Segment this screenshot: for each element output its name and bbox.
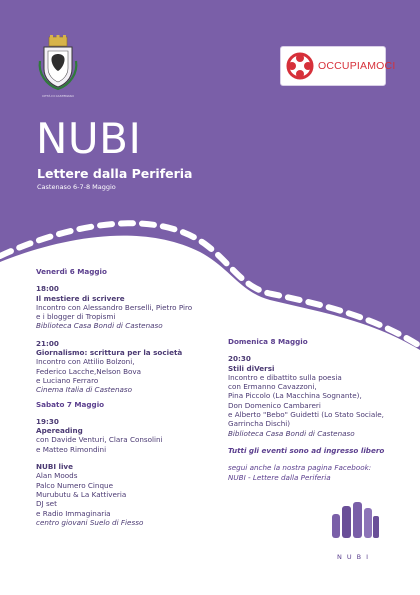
event-text: con Ermanno Cavazzoni, (228, 382, 317, 392)
event-place: Biblioteca Casa Bondi di Castenaso (36, 321, 163, 331)
event-title: Stili diVersi (228, 363, 275, 373)
event-text: Garrincha Dischi) (228, 419, 291, 429)
event-text: e Matteo Rimondini (36, 444, 107, 454)
event-place: centro giovani Suelo di Fiesso (36, 517, 144, 527)
event-text: Palco Numero Cinque (36, 480, 113, 490)
event-dates: Castenaso 6-7-8 Maggio (37, 183, 116, 191)
event-title: Giornalismo: scrittura per la società (36, 348, 183, 358)
facebook-page-name: NUBI - Lettere dalla Periferia (228, 472, 331, 482)
event-text: Incontro con Alessandro Berselli, Pietro Piro (36, 302, 193, 312)
occupiamoci-text: OCCUPIAMOCI (318, 60, 396, 72)
event-time: 18:00 (36, 284, 59, 294)
event-place: Biblioteca Casa Bondi di Castenaso (228, 428, 355, 438)
event-text: con Davide Venturi, Clara Consolini (36, 435, 163, 445)
event-time: 21:00 (36, 338, 59, 348)
event-text: e Alberto "Bebo" Guidetti (Lo Stato Sociale, (228, 410, 384, 420)
nubi-logo-icon (328, 500, 380, 540)
day-heading: Sabato 7 Maggio (36, 399, 105, 409)
day-heading: Venerdì 6 Maggio (36, 267, 107, 276)
day-heading: Domenica 8 Maggio (228, 337, 308, 346)
event-text: Alan Moods (36, 471, 78, 481)
crest-caption: CITTÀ DI CASTENASO (42, 94, 74, 98)
occupiamoci-logo (280, 46, 396, 86)
page-title: NUBI (36, 114, 142, 163)
facebook-note: segui anche la nostra pagina Facebook: (228, 463, 372, 473)
event-time: 20:30 (228, 354, 251, 364)
event-text: DJ set (36, 499, 57, 509)
event-text: Don Domenico Cambareri (228, 400, 321, 410)
event-text: e Luciano Ferraro (36, 375, 99, 385)
nubi-logo-word: NUBI (337, 553, 373, 561)
event-title: Il mestiere di scrivere (36, 293, 125, 303)
event-text: Incontro con Attilio Bolzoni, (36, 357, 135, 367)
page-subtitle: Lettere dalla Periferia (37, 166, 193, 181)
event-title: NUBI live (36, 462, 73, 472)
event-text: e i blogger di Tropismi (36, 312, 116, 322)
left-column (36, 267, 236, 527)
event-text: Pina Piccolo (La Macchina Sognante), (228, 391, 362, 401)
event-text: e Radio Immaginaria (36, 508, 111, 518)
event-text: Incontro e dibattito sulla poesia (228, 372, 342, 382)
event-text: Federico Lacche,Nelson Bova (36, 366, 142, 376)
flower-icon (285, 51, 315, 81)
event-time: 19:30 (36, 416, 59, 426)
right-column (228, 337, 414, 482)
event-place: Cinema Italia di Castenaso (36, 385, 133, 395)
crest-icon (36, 35, 80, 91)
free-entry-note: Tutti gli eventi sono ad ingresso libero (228, 445, 385, 455)
event-text: Murubutu & La Kattiveria (36, 489, 127, 499)
event-title: Apereading (36, 426, 83, 436)
